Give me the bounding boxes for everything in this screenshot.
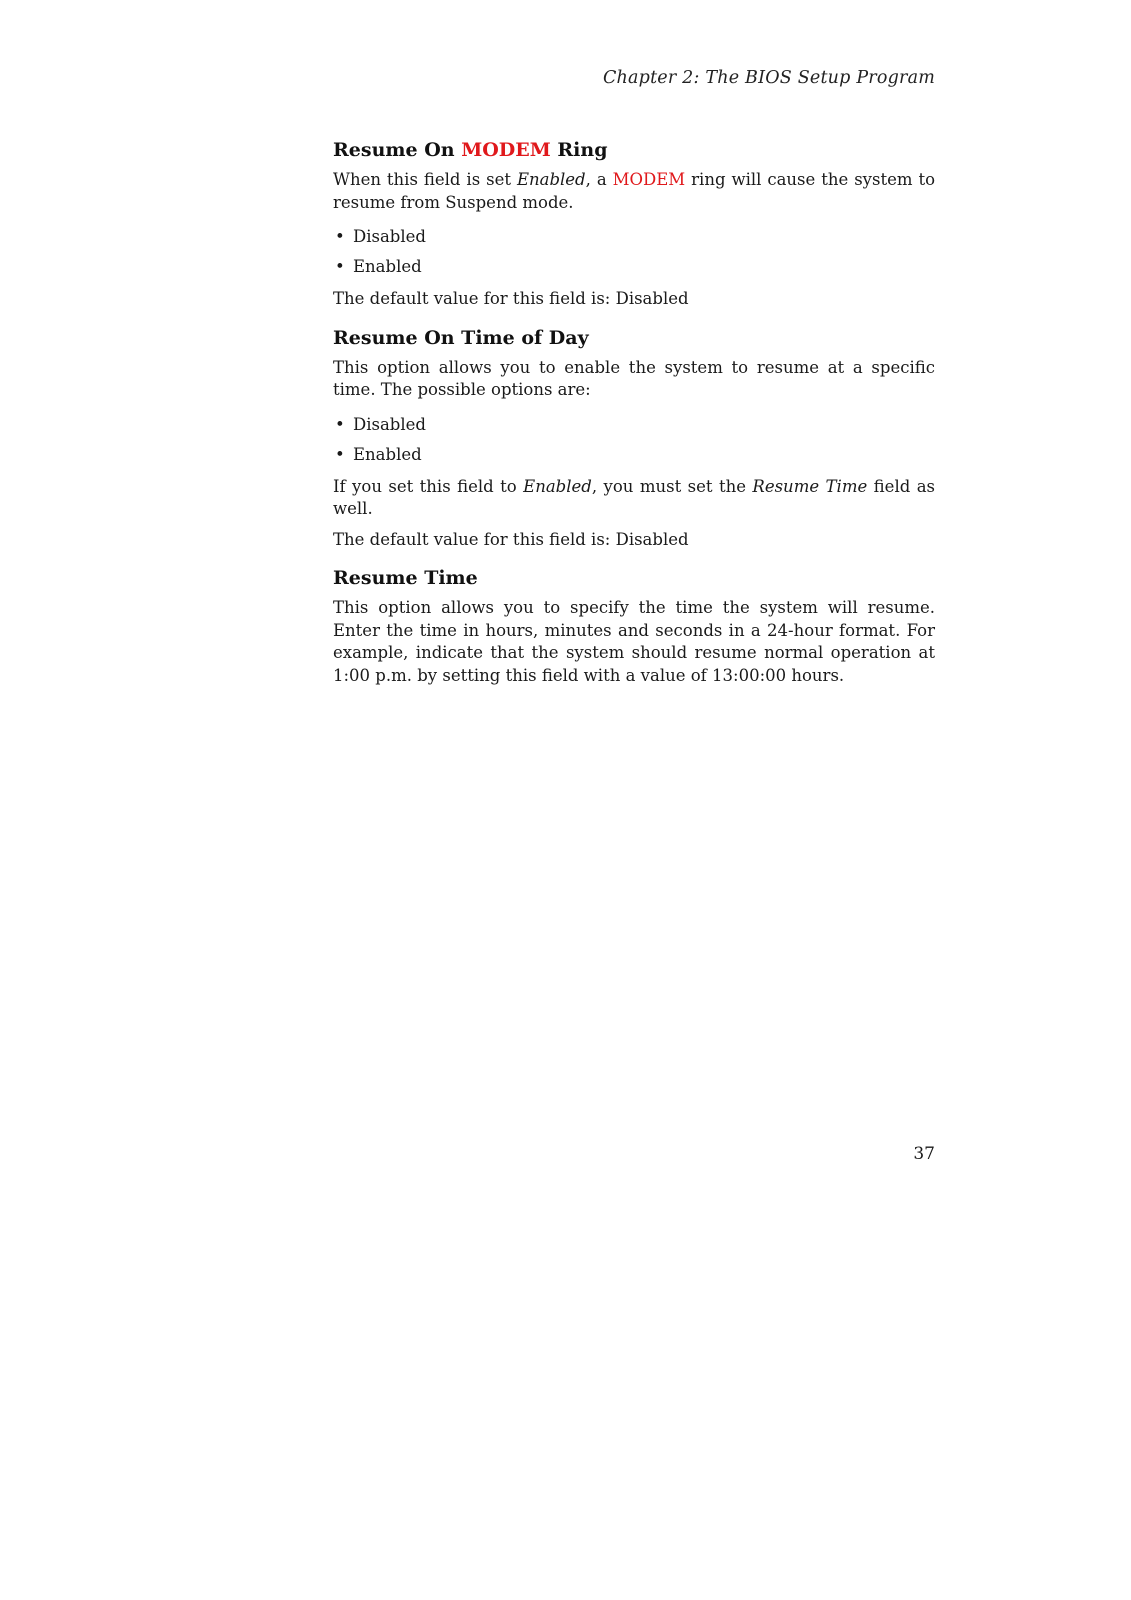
section-body: This option allows you to enable the system to resume at a specific time. The possible options are: [333, 357, 935, 399]
body-text: , a [585, 170, 613, 189]
field-reference: Resume Time [752, 476, 868, 496]
section-note [333, 476, 935, 521]
list-item: • Enabled [333, 440, 935, 470]
default-value-text: The default value for this field is: Disabled [333, 529, 689, 549]
note-text: , you must set the [591, 476, 753, 496]
running-header: Chapter 2: The BIOS Setup Program [602, 68, 935, 88]
section-heading [333, 137, 935, 163]
heading-highlight: MODEM [461, 139, 551, 161]
heading-text: Ring [550, 139, 608, 161]
section-resume-on-modem-ring [333, 137, 935, 311]
options-list [333, 410, 935, 470]
list-item: • Disabled [333, 410, 935, 440]
list-item: • Disabled [333, 222, 935, 252]
body-text: When this field is set [333, 170, 517, 189]
section-heading: Resume On Time of Day [333, 326, 589, 349]
page-content [333, 137, 935, 701]
section-resume-on-time-of-day [333, 325, 935, 552]
page-number: 37 [913, 1144, 935, 1164]
default-value-text: The default value for this field is: Disabled [333, 289, 689, 308]
options-list [333, 222, 935, 282]
body-highlight: MODEM [612, 170, 686, 189]
note-text: field as well. [333, 476, 936, 518]
field-value: Enabled [523, 476, 592, 496]
field-value: Enabled [516, 170, 586, 189]
list-item: • Enabled [333, 252, 935, 282]
heading-text: Resume On [333, 139, 462, 161]
section-heading: Resume Time [333, 567, 478, 589]
section-body [333, 169, 935, 214]
section-resume-time [333, 565, 935, 687]
note-text: If you set this field to [333, 476, 524, 496]
section-body: This option allows you to specify the time the system will resume. Enter the time in hours, minutes and seconds in a 24-hour format. For example, indicate that the system should resume normal operation at 1:00 p.m. by setting this field with a value of 13:00:00 hours. [333, 598, 935, 685]
body-text: ring will cause the system to resume from Suspend mode. [333, 170, 936, 212]
